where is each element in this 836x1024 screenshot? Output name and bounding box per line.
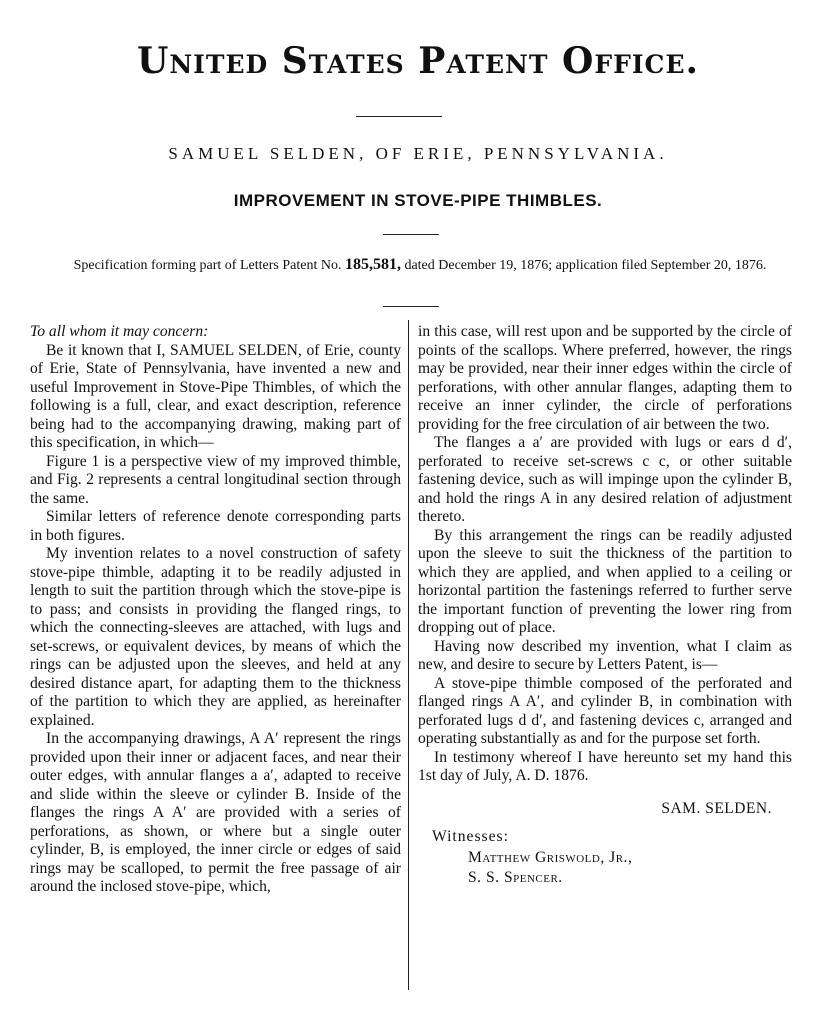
- specification-line: [40, 256, 800, 274]
- salutation: To all whom it may concern:: [30, 323, 209, 340]
- paragraph: Similar letters of reference denote corresponding parts in both figures.: [30, 508, 401, 544]
- inventor-line: SAMUEL SELDEN, OF ERIE, PENNSYLVANIA.: [168, 144, 668, 163]
- paragraph: Figure 1 is a perspective view of my improved thimble, and Fig. 2 represents a central longitudinal section through the same.: [30, 452, 401, 507]
- left-column: [30, 323, 401, 897]
- paragraph: Be it known that I, SAMUEL SELDEN, of Erie, county of Erie, State of Pennsylvania, have invented a new and useful Improvement in Stove-Pipe Thimbles, of which the following is a full, clear, and exact description, reference being had to the accompanying drawing, making part of this specification, in which—: [30, 341, 401, 451]
- paragraph: Having now described my invention, what I claim as new, and desire to secure by Letters Patent, is—: [418, 637, 792, 673]
- paragraph: The flanges a a′ are provided with lugs or ears d d′, perforated to receive set-screws c c, or other suitable fastening device, such as will impinge upon the cylinder B, and hold the rings A in any desired relation of adjustment thereto.: [418, 434, 792, 525]
- divider-top: [356, 116, 442, 117]
- witness-name: S. S. Spencer.: [468, 869, 563, 886]
- column-divider: [408, 320, 409, 990]
- office-heading: United States Patent Office.: [136, 40, 700, 82]
- patent-number: 185,581,: [344, 256, 401, 273]
- signature: SAM. SELDEN.: [661, 799, 772, 817]
- invention-title: IMPROVEMENT IN STOVE-PIPE THIMBLES.: [233, 191, 603, 210]
- witnesses-label: Witnesses:: [432, 828, 509, 845]
- right-column: [418, 323, 792, 888]
- testimony-paragraph: In testimony whereof I have hereunto set my hand this 1st day of July, A. D. 1876.: [418, 748, 792, 784]
- paragraph-continued: in this case, will rest upon and be supported by the circle of points of the scallops. Where preferred, however, the rings may be provided, near their inner edges within the circle of perforations, with other annular flanges, adapting them to receive an inner cylinder, the circle of perforations providing for the free circulation of air between the two.: [418, 323, 792, 433]
- claim-paragraph: A stove-pipe thimble composed of the perforated and flanged rings A A′, and cylinder B, in combination with perforated lugs d d′, and fastening devices c, arranged and operating substantially as and for the purpose set forth.: [418, 674, 792, 747]
- divider-mid: [383, 234, 439, 235]
- witness-name: Matthew Griswold, Jr.,: [468, 848, 633, 866]
- spec-prefix: Specification forming part of Letters Patent No.: [73, 258, 342, 273]
- divider-bottom: [383, 306, 439, 307]
- paragraph: In the accompanying drawings, A A′ represent the rings provided upon their inner or adjacent faces, and near their outer edges, with annular flanges a a′, adapted to receive and slide within the sleeve or cylinder B. Inside of the flanges the rings A A′ are provided with a series of perforations, as shown, or where but a single outer cylinder, B, is employed, the inner circle or edges of said rings may be scalloped, to permit the free passage of air around the inclosed stove-pipe, which,: [30, 730, 401, 895]
- spec-suffix: dated December 19, 1876; application filed September 20, 1876.: [404, 258, 767, 273]
- paragraph: By this arrangement the rings can be readily adjusted upon the sleeve to suit the thickness of the partition to which they are applied, and when applied to a ceiling or horizontal partition the fastenings referred to further serve the important function of preventing the lower ring from dropping out of place.: [418, 526, 792, 636]
- paragraph: My invention relates to a novel construction of safety stove-pipe thimble, adapting it to be readily adjusted in length to suit the partition through which the stove-pipe is to pass; and consists in providing the flanged rings, to which the connecting-sleeves are attached, with lugs and set-screws, or equivalent devices, by means of which the rings can be adjusted upon the sleeves, and held at any desired distance apart, for adapting them to the thickness of the partition to which they are applied, as hereinafter explained.: [30, 545, 401, 729]
